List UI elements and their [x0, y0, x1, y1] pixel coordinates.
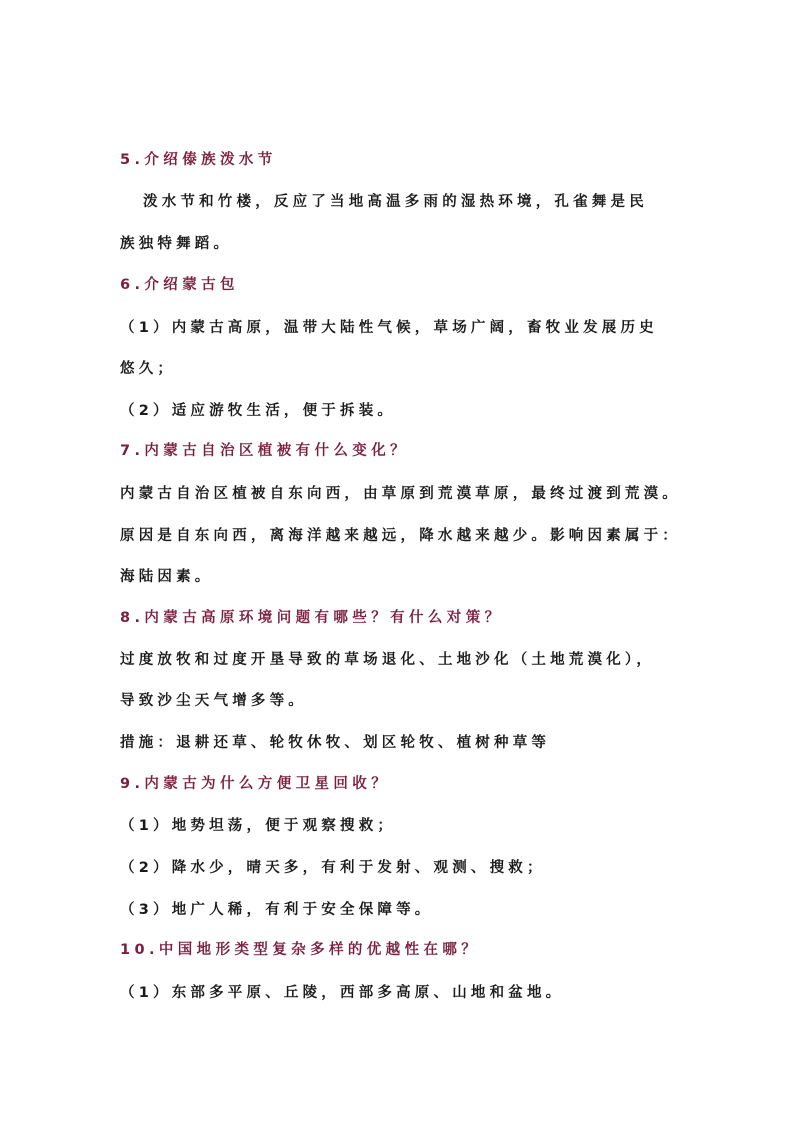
paragraph-line: （3）地广人稀，有利于安全保障等。 [120, 902, 434, 918]
paragraph-line: （1）东部多平原、丘陵，西部多高原、山地和盆地。 [120, 985, 565, 1001]
paragraph-line: 海陆因素。 [120, 569, 214, 585]
paragraph-line: （1）内蒙古高原，温带大陆性气候，草场广阔，畜牧业发展历史 [120, 320, 658, 336]
paragraph-line: （2）适应游牧生活，便于拆装。 [120, 403, 397, 419]
paragraph-line: 导致沙尘天气增多等。 [120, 693, 307, 709]
section-heading-10: 10.中国地形类型复杂多样的优越性在哪？ [120, 942, 481, 958]
paragraph-line: 族独特舞蹈。 [120, 236, 233, 252]
paragraph-line: 泼水节和竹楼，反应了当地高温多雨的湿热环境，孔雀舞是民 [143, 194, 648, 210]
section-heading-8: 8.内蒙古高原环境问题有哪些？有什么对策？ [120, 610, 504, 626]
section-heading-7: 7.内蒙古自治区植被有什么变化？ [120, 443, 409, 459]
section-heading-6: 6.介绍蒙古包 [120, 277, 239, 293]
paragraph-line: 悠久； [120, 361, 177, 377]
paragraph-line: （2）降水少，晴天多，有利于发射、观测、搜救； [120, 860, 546, 876]
paragraph-line: 措施：退耕还草、轮牧休牧、划区轮牧、植树种草等 [120, 735, 551, 751]
paragraph-line: 内蒙古自治区植被自东向西，由草原到荒漠草原，最终过渡到荒漠。 [120, 486, 681, 502]
paragraph-line: 过度放牧和过度开垦导致的草场退化、土地沙化（土地荒漠化）， [120, 652, 656, 668]
paragraph-line: 原因是自东向西，离海洋越来越远，降水越来越少。影响因素属于： [120, 528, 681, 544]
paragraph-line: （1）地势坦荡，便于观察搜救； [120, 818, 397, 834]
section-heading-9: 9.内蒙古为什么方便卫星回收？ [120, 776, 391, 792]
section-heading-5: 5.介绍傣族泼水节 [120, 152, 277, 168]
